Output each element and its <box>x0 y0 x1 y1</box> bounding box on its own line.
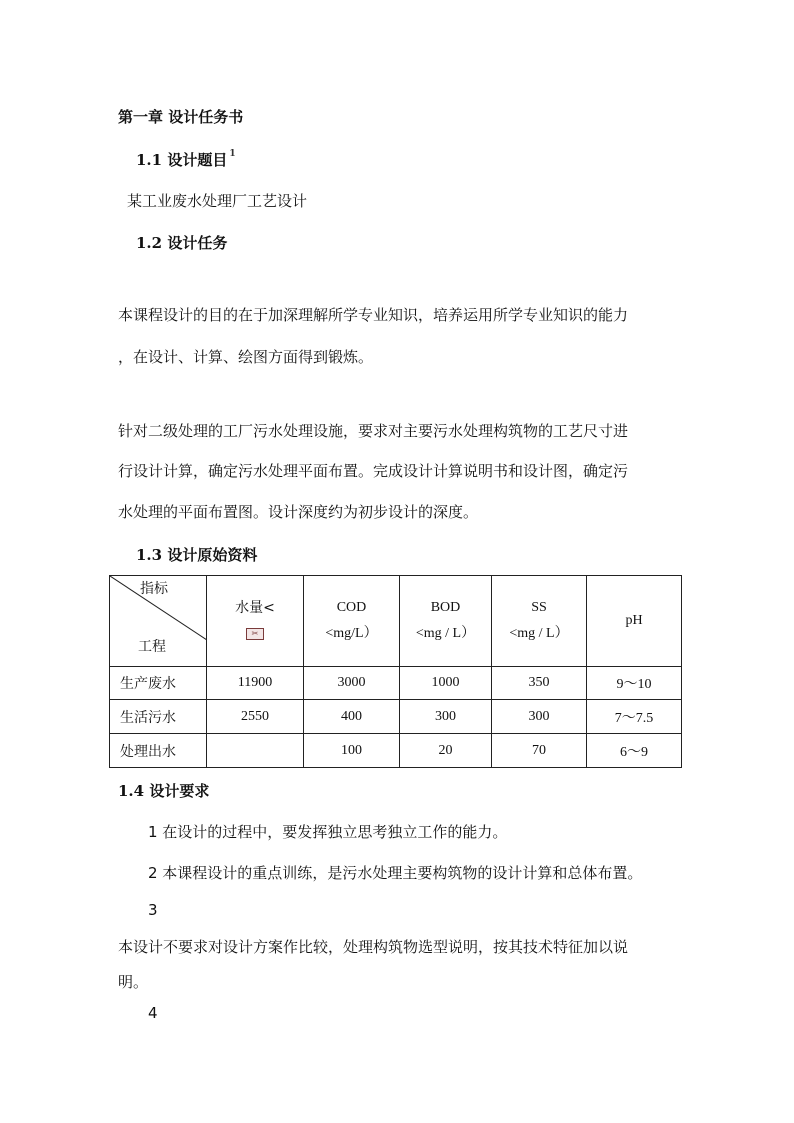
cell-cod: 400 <box>304 700 400 734</box>
header-ss <box>492 576 587 667</box>
row-label: 生产废水 <box>110 667 207 700</box>
cell-water <box>207 734 304 768</box>
section-1-2-para2-line2: 行设计计算，确定污水处理平面布置。完成设计计算说明书和设计图，确定污 <box>118 462 629 480</box>
scissors-icon: ✂ <box>246 628 264 640</box>
section-1-3-title: 1.3 设计原始资料 <box>136 546 258 564</box>
header-bod <box>400 576 492 667</box>
section-1-2-title: 1.2 设计任务 <box>136 234 228 252</box>
chapter-title: 第一章 设计任务书 <box>118 108 244 126</box>
section-1-2-para1-line1: 本课程设计的目的在于加深理解所学专业知识，培养运用所学专业知识的能力 <box>118 306 629 324</box>
cell-bod: 1000 <box>400 667 492 700</box>
corner-bottom-label: 工程 <box>138 639 166 655</box>
header-water <box>207 576 304 667</box>
header-ss-line1: SS <box>531 600 547 615</box>
requirement-item-3-line1: 本设计不要求对设计方案作比较，处理构筑物选型说明，按其技术特征加以说 <box>118 938 629 956</box>
cell-water: 2550 <box>207 700 304 734</box>
table-corner-cell <box>110 576 207 667</box>
table-header-row <box>110 576 682 667</box>
cell-ph: 7～7.5 <box>587 700 682 734</box>
header-bod-line1: BOD <box>430 600 461 615</box>
header-cod-line2: <mg/L） <box>325 626 378 641</box>
cell-ss: 300 <box>492 700 587 734</box>
cell-ph: 9～10 <box>587 667 682 700</box>
requirement-item-4-number: 4 <box>148 1004 158 1022</box>
cell-cod: 3000 <box>304 667 400 700</box>
section-1-2-para2-line1: 针对二级处理的工厂污水处理设施，要求对主要污水处理构筑物的工艺尺寸进 <box>118 422 629 440</box>
corner-top-label: 指标 <box>140 581 168 597</box>
header-cod <box>304 576 400 667</box>
header-bod-line2: <mg / L） <box>415 626 476 641</box>
raw-data-table <box>109 575 682 768</box>
table-row <box>110 667 682 700</box>
section-1-1-body: 某工业废水处理厂工艺设计 <box>127 192 308 210</box>
requirement-item-3-line2: 明。 <box>118 973 149 991</box>
table-row <box>110 700 682 734</box>
requirement-item-1: 1 在设计的过程中，要发挥独立思考独立工作的能力。 <box>148 823 508 841</box>
requirement-item-3-number: 3 <box>148 901 158 919</box>
cell-cod: 100 <box>304 734 400 768</box>
table-row <box>110 734 682 768</box>
section-1-1-title: 1.1 设计题目 <box>136 151 228 169</box>
section-1-4-title: 1.4 设计要求 <box>118 782 210 800</box>
requirement-item-2: 2 本课程设计的重点训练，是污水处理主要构筑物的设计计算和总体布置。 <box>148 864 643 882</box>
cell-bod: 20 <box>400 734 492 768</box>
header-water-label: 水量< <box>235 600 275 616</box>
footnote-mark: 1 <box>229 149 236 159</box>
header-cod-line1: COD <box>336 600 367 615</box>
section-1-2-para1-line2: ，在设计、计算、绘图方面得到锻炼。 <box>118 348 374 366</box>
cell-ph: 6～9 <box>587 734 682 768</box>
section-1-2-para2-line3: 水处理的平面布置图。设计深度约为初步设计的深度。 <box>118 503 479 521</box>
cell-ss: 350 <box>492 667 587 700</box>
header-ss-line2: <mg / L） <box>509 626 569 641</box>
row-label: 生活污水 <box>110 700 207 734</box>
row-label: 处理出水 <box>110 734 207 768</box>
header-ph: pH <box>587 576 682 667</box>
cell-bod: 300 <box>400 700 492 734</box>
cell-ss: 70 <box>492 734 587 768</box>
section-1-1-heading <box>136 149 236 170</box>
cell-water: 11900 <box>207 667 304 700</box>
